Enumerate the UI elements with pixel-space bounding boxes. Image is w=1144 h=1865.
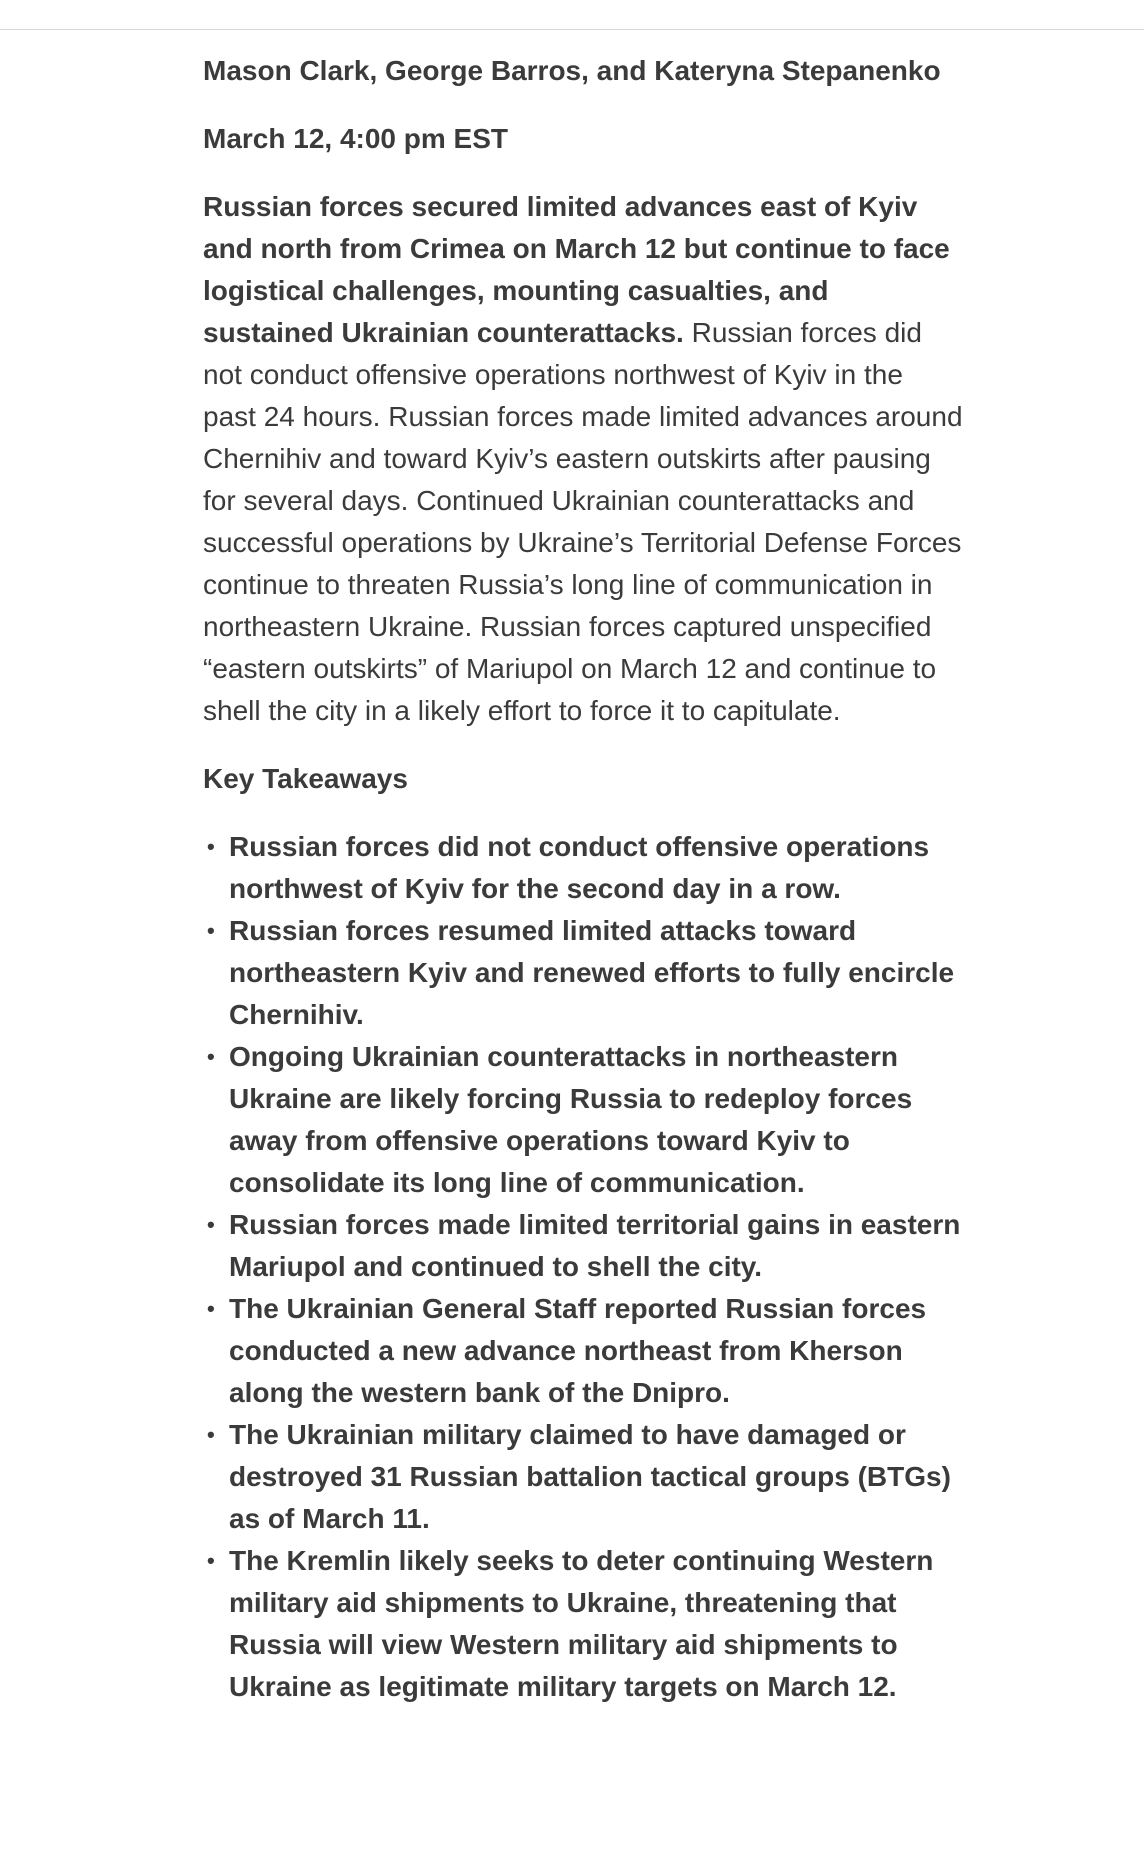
list-item [203,1540,963,1708]
list-item [203,910,963,1036]
list-item [203,826,963,910]
takeaway-text: Russian forces did not conduct offensive operations northwest of Kyiv for the second day in a row. [229,831,930,904]
takeaway-text: The Ukrainian General Staff reported Russian forces conducted a new advance northeast from Kherson along the western bank of the Dnipro. [229,1293,927,1408]
key-takeaways-heading: Key Takeaways [203,763,408,794]
author-byline: Mason Clark, George Barros, and Kateryna Stepanenko [203,55,941,86]
lead-summary: Russian forces secured limited advances east of Kyiv and north from Crimea on March 12 but continue to face logistical challenges, mounting casualties, and sustained Ukrainian counterattacks. [203,191,950,348]
bullet-icon: • [207,918,215,943]
lead-body: Russian forces did not conduct offensive operations northwest of Kyiv in the past 24 hours. Russian forces made limited advances around Chernihiv and toward Kyiv’s eastern outskirts after pausing for several days. Continued Ukrainian counterattacks and successful operations by Ukraine’s Territorial Defense Forces continue to threaten Russia’s long line of communication in northeastern Ukraine. Russian forces captured unspecified “eastern outskirts” of Mariupol on March 12 and continue to shell the city in a likely effort to force it to capitulate. [203,317,963,726]
bullet-icon: • [207,1044,215,1069]
list-item [203,1414,963,1540]
bullet-icon: • [207,1548,215,1573]
key-takeaways-list [203,826,963,1708]
takeaway-text: Ongoing Ukrainian counterattacks in northeastern Ukraine are likely forcing Russia to redeploy forces away from offensive operations toward Kyiv to consolidate its long line of communication. [229,1041,913,1198]
list-item [203,1204,963,1288]
lead-paragraph [203,186,963,732]
takeaway-text: Russian forces made limited territorial gains in eastern Mariupol and continued to shell the city. [229,1209,961,1282]
list-item [203,1036,963,1204]
publish-dateline: March 12, 4:00 pm EST [203,123,509,154]
takeaway-text: The Kremlin likely seeks to deter continuing Western military aid shipments to Ukraine, threatening that Russia will view Western military aid shipments to Ukraine as legitimate military targets on March 12. [229,1545,934,1702]
takeaway-text: The Ukrainian military claimed to have damaged or destroyed 31 Russian battalion tactical groups (BTGs) as of March 11. [229,1419,951,1534]
bullet-icon: • [207,834,215,859]
top-divider [0,29,1144,30]
article-body [203,50,963,1708]
bullet-icon: • [207,1296,215,1321]
bullet-icon: • [207,1422,215,1447]
bullet-icon: • [207,1212,215,1237]
takeaway-text: Russian forces resumed limited attacks toward northeastern Kyiv and renewed efforts to fully encircle Chernihiv. [229,915,955,1030]
list-item [203,1288,963,1414]
